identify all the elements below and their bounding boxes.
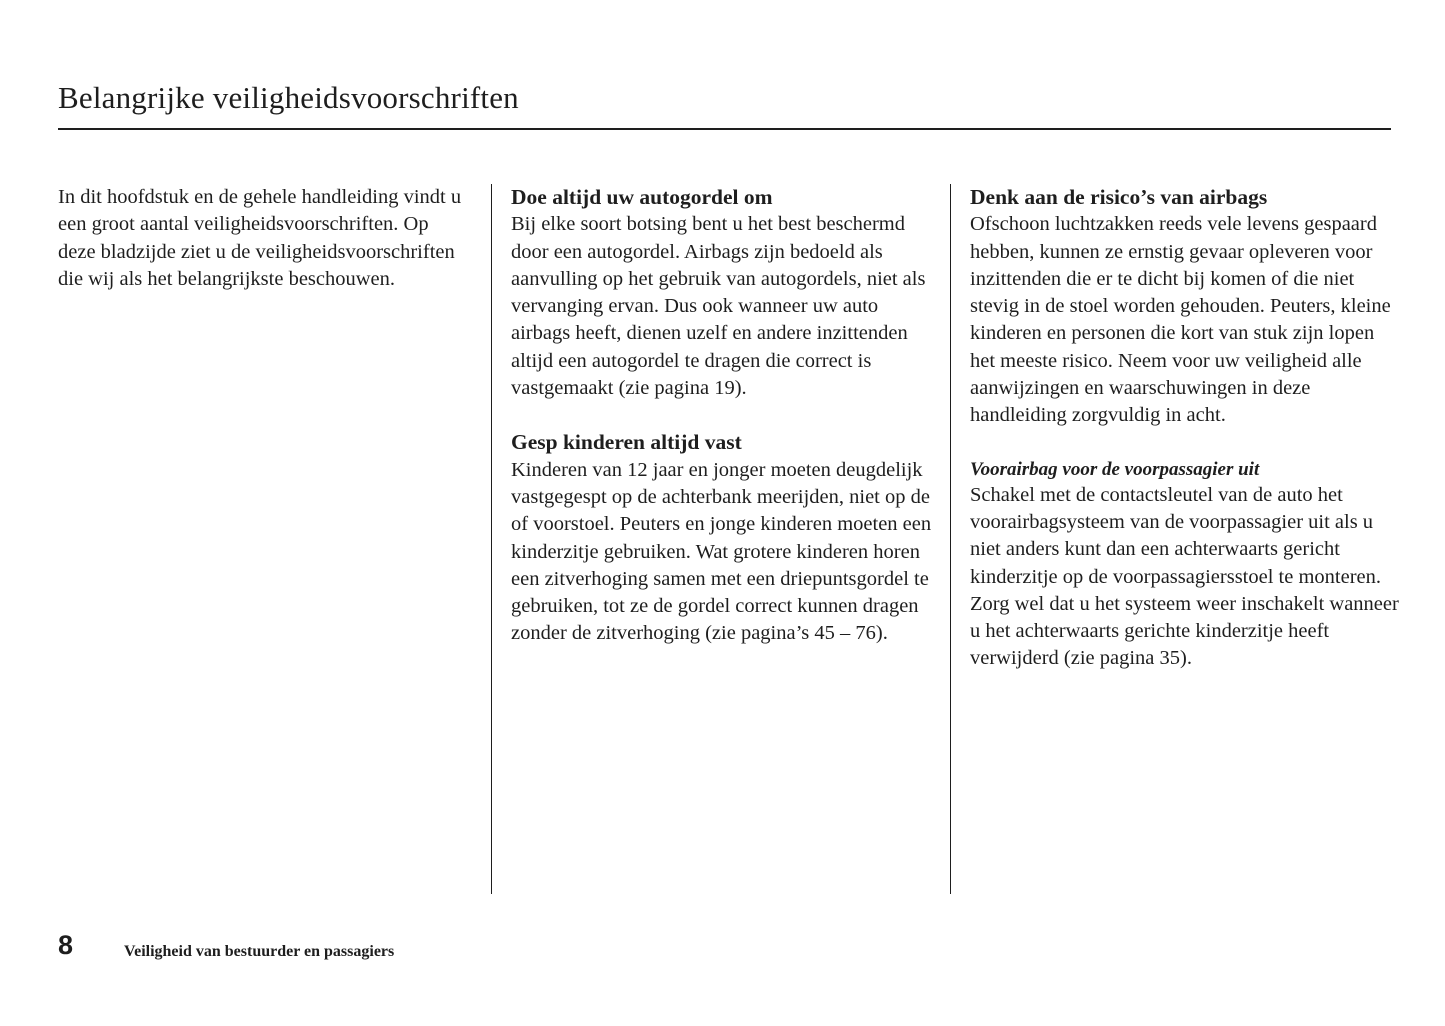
column-airbags [970,184,1400,700]
intro-paragraph: In dit hoofdstuk en de gehele handleiding vindt u een groot aantal veiligheidsvoorschriften. Op deze bladzijde ziet u de veiligheidsvoorschriften die wij als het belangrijkste beschouwen. [58,186,462,290]
title-rule [58,128,1391,130]
passenger-airbag-paragraph: Schakel met de contactsleutel van de auto het voorairbagsysteem van de voorpassagier uit als u niet anders kunt dan een achterwaarts gericht kinderzitje op de voorpassagiersstoel te monteren. Zorg wel dat u het systeem weer inschakelt wanneer u het achterwaarts gerichte kinderzitje heeft verwijderd (zie pagina 35). [970,483,1399,670]
column-intro [58,184,468,293]
footer-section-title: Veiligheid van bestuurder en passagiers [124,943,395,960]
airbags-paragraph: Ofschoon luchtzakken reeds vele levens gespaard hebben, kunnen ze ernstig gevaar opleveren voor inzittenden die er te dicht bij komen of die niet stevig in de stoel worden gehouden. Peuters, kleine kinderen en personen die kort van stuk zijn lopen het meeste risico. Neem voor uw veiligheid alle aanwijzingen en waarschuwingen in deze handleiding zorgvuldig in acht. [970,213,1391,427]
page-title: Belangrijke veiligheidsvoorschriften [58,80,519,115]
column-divider [950,184,951,894]
column-seatbelts-children [511,184,936,675]
children-heading: Gesp kinderen altijd vast [511,430,742,455]
seatbelt-section [511,184,936,402]
passenger-airbag-heading: Voorairbag voor de voorpassagier uit [970,458,1260,480]
airbags-section [970,184,1400,430]
seatbelt-paragraph: Bij elke soort botsing bent u het best beschermd door een autogordel. Airbags zijn bedoeld als aanvulling op het gebruik van autogordels, niet als vervanging ervan. Dus ook wanneer uw auto airbags heeft, dienen uzelf en andere inzittenden altijd een autogordel te dragen die correct is vastgemaakt (zie pagina 19). [511,213,926,400]
page-number: 8 [58,930,74,960]
airbags-heading: Denk aan de risico’s van airbags [970,185,1268,209]
children-paragraph: Kinderen van 12 jaar en jonger moeten deugdelijk vastgegespt op de achterbank meerijden, niet op de of voorstoel. Peuters en jonge kinderen moeten een kinderzitje gebruiken. Wat grotere kinderen horen een zitverhoging samen met een driepuntsgordel te gebruiken, tot ze de gordel correct kunnen dragen zonder de zitverhoging (zie pagina’s 45 – 76). [511,458,932,645]
children-section [511,429,936,647]
passenger-airbag-section [970,457,1400,673]
column-divider [491,184,492,894]
seatbelt-heading: Doe altijd uw autogordel om [511,185,773,209]
